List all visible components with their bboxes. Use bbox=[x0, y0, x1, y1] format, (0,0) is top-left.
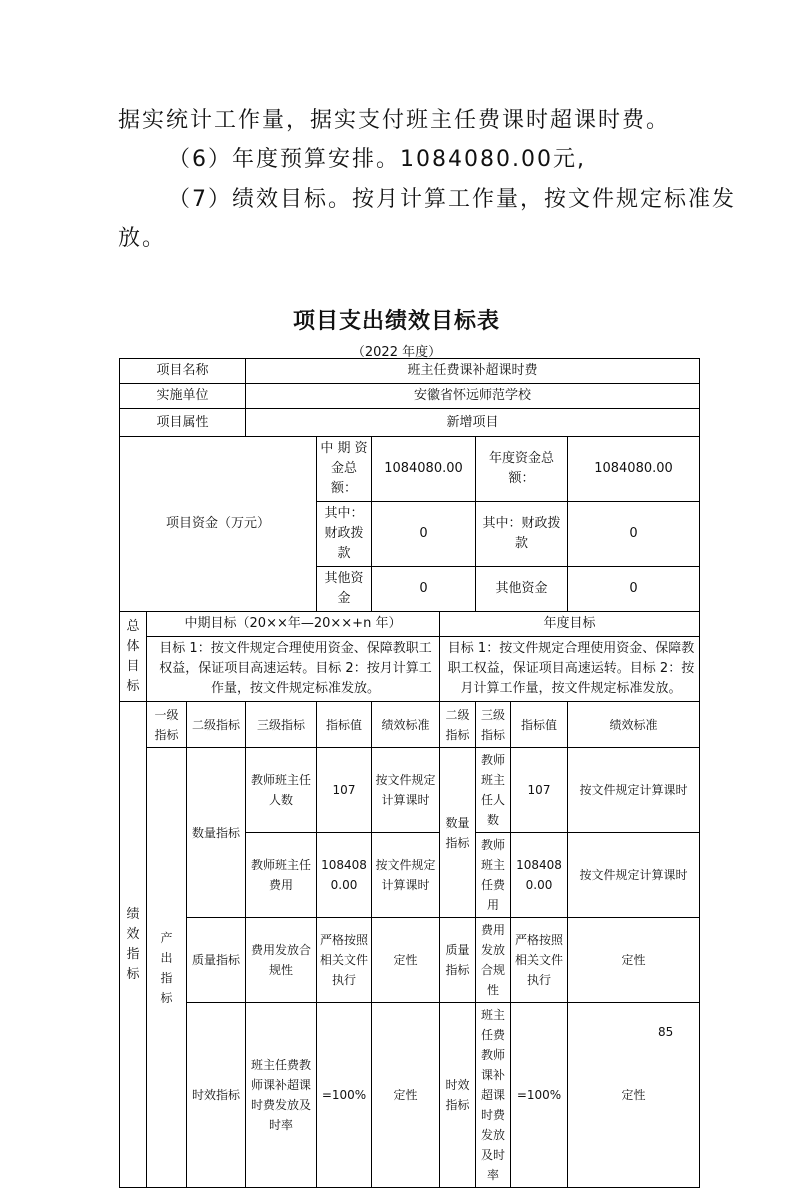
row-a-value-left: 107 bbox=[317, 748, 372, 833]
time-label-right: 时效指标 bbox=[440, 1003, 476, 1188]
header-level3-right: 三级指标 bbox=[476, 702, 511, 748]
fiscal-year-label: 其中：财政拨款 bbox=[476, 502, 568, 567]
fiscal-mid-value: 0 bbox=[372, 502, 476, 567]
header-level3-left: 三级指标 bbox=[246, 702, 317, 748]
mid-goal-header: 中期目标（20××年—20××+n 年） bbox=[147, 612, 440, 637]
row-c-value-right: 严格按照相关文件执行 bbox=[511, 918, 568, 1003]
attr-label: 项目属性 bbox=[120, 409, 246, 437]
mid-goal-text: 目标 1：按文件规定合理使用资金、保障教职工权益，保证项目高速运转。目标 2：按月计算工作量，按文件规定标准发放。 bbox=[147, 637, 440, 702]
unit-value: 安徽省怀远师范学校 bbox=[246, 384, 700, 409]
header-standard-left: 绩效标准 bbox=[372, 702, 440, 748]
attr-value: 新增项目 bbox=[246, 409, 700, 437]
output-indicator-text: 产出指标 bbox=[160, 930, 173, 1005]
row-c-std-left: 定性 bbox=[372, 918, 440, 1003]
year-goal-text: 目标 1：按文件规定合理使用资金、保障教职工权益，保证项目高速运转。目标 2：按月计算工作量，按文件规定标准发放。 bbox=[440, 637, 700, 702]
perf-indicators-label bbox=[120, 702, 147, 1188]
row-b-l3-right: 教师班主任费用 bbox=[476, 833, 511, 918]
row-b-value-right: 1084080.00 bbox=[511, 833, 568, 918]
year-goal-header: 年度目标 bbox=[440, 612, 700, 637]
header-level2-right: 二级指标 bbox=[440, 702, 476, 748]
row-c-l3-right: 费用发放合规性 bbox=[476, 918, 511, 1003]
table-year: （2022 年度） bbox=[351, 345, 442, 360]
row-a-std-right: 按文件规定计算课时 bbox=[568, 748, 700, 833]
time-label-left: 时效指标 bbox=[187, 1003, 246, 1188]
performance-goal-table bbox=[119, 358, 700, 1188]
header-value-left: 指标值 bbox=[317, 702, 372, 748]
body-line-3: （7）绩效目标。按月计算工作量，按文件规定标准发 bbox=[168, 187, 736, 212]
row-b-l3-left: 教师班主任费用 bbox=[246, 833, 317, 918]
funds-label: 项目资金（万元） bbox=[120, 437, 317, 612]
row-a-value-right: 107 bbox=[511, 748, 568, 833]
table-title: 项目支出绩效目标表 bbox=[292, 309, 500, 334]
header-level1: 一级指标 bbox=[147, 702, 187, 748]
row-b-std-right: 按文件规定计算课时 bbox=[568, 833, 700, 918]
row-c-l3-left: 费用发放合规性 bbox=[246, 918, 317, 1003]
unit-label: 实施单位 bbox=[120, 384, 246, 409]
row-d-value-right: =100% bbox=[511, 1003, 568, 1188]
page-number: 85 bbox=[658, 1025, 674, 1039]
body-line-1: 据实统计工作量，据实支付班主任费课时超课时费。 bbox=[118, 108, 671, 133]
row-a-std-left: 按文件规定计算课时 bbox=[372, 748, 440, 833]
body-line-2: （6）年度预算安排。1084080.00元, bbox=[168, 147, 586, 172]
other-mid-value: 0 bbox=[372, 567, 476, 612]
row-b-std-left: 按文件规定计算课时 bbox=[372, 833, 440, 918]
quality-label-right: 质量指标 bbox=[440, 918, 476, 1003]
row-d-std-left: 定性 bbox=[372, 1003, 440, 1188]
header-standard-right: 绩效标准 bbox=[568, 702, 700, 748]
row-d-l3-right: 班主任费教师课补超课时费发放及时率 bbox=[476, 1003, 511, 1188]
project-name-label: 项目名称 bbox=[120, 359, 246, 384]
mid-total-value: 1084080.00 bbox=[372, 437, 476, 502]
other-mid-label: 其他资金 bbox=[317, 567, 372, 612]
row-b-value-left: 1084080.00 bbox=[317, 833, 372, 918]
year-total-value: 1084080.00 bbox=[568, 437, 700, 502]
row-a-l3-left: 教师班主任人数 bbox=[246, 748, 317, 833]
overall-goal-label bbox=[120, 612, 147, 702]
fiscal-mid-label: 其中：财政拨款 bbox=[317, 502, 372, 567]
row-d-value-left: =100% bbox=[317, 1003, 372, 1188]
project-name-value: 班主任费课补超课时费 bbox=[246, 359, 700, 384]
row-c-std-right: 定性 bbox=[568, 918, 700, 1003]
quantity-label-right: 数量指标 bbox=[440, 748, 476, 918]
overall-goal-text: 总体目标 bbox=[126, 618, 140, 694]
other-year-label: 其他资金 bbox=[476, 567, 568, 612]
fiscal-year-value: 0 bbox=[568, 502, 700, 567]
quality-label-left: 质量指标 bbox=[187, 918, 246, 1003]
row-d-l3-left: 班主任费教师课补超课时费发放及时率 bbox=[246, 1003, 317, 1188]
row-d-std-right: 定性 bbox=[568, 1003, 700, 1188]
body-line-4: 放。 bbox=[118, 226, 167, 251]
header-level2-left: 二级指标 bbox=[187, 702, 246, 748]
quantity-label-left: 数量指标 bbox=[187, 748, 246, 918]
other-year-value: 0 bbox=[568, 567, 700, 612]
header-value-right: 指标值 bbox=[511, 702, 568, 748]
year-total-label: 年度资金总额： bbox=[476, 437, 568, 502]
perf-indicators-text: 绩效指标 bbox=[126, 906, 140, 982]
row-c-value-left: 严格按照相关文件执行 bbox=[317, 918, 372, 1003]
row-a-l3-right: 教师班主任人数 bbox=[476, 748, 511, 833]
mid-total-label: 中 期 资 金总额： bbox=[317, 437, 372, 502]
